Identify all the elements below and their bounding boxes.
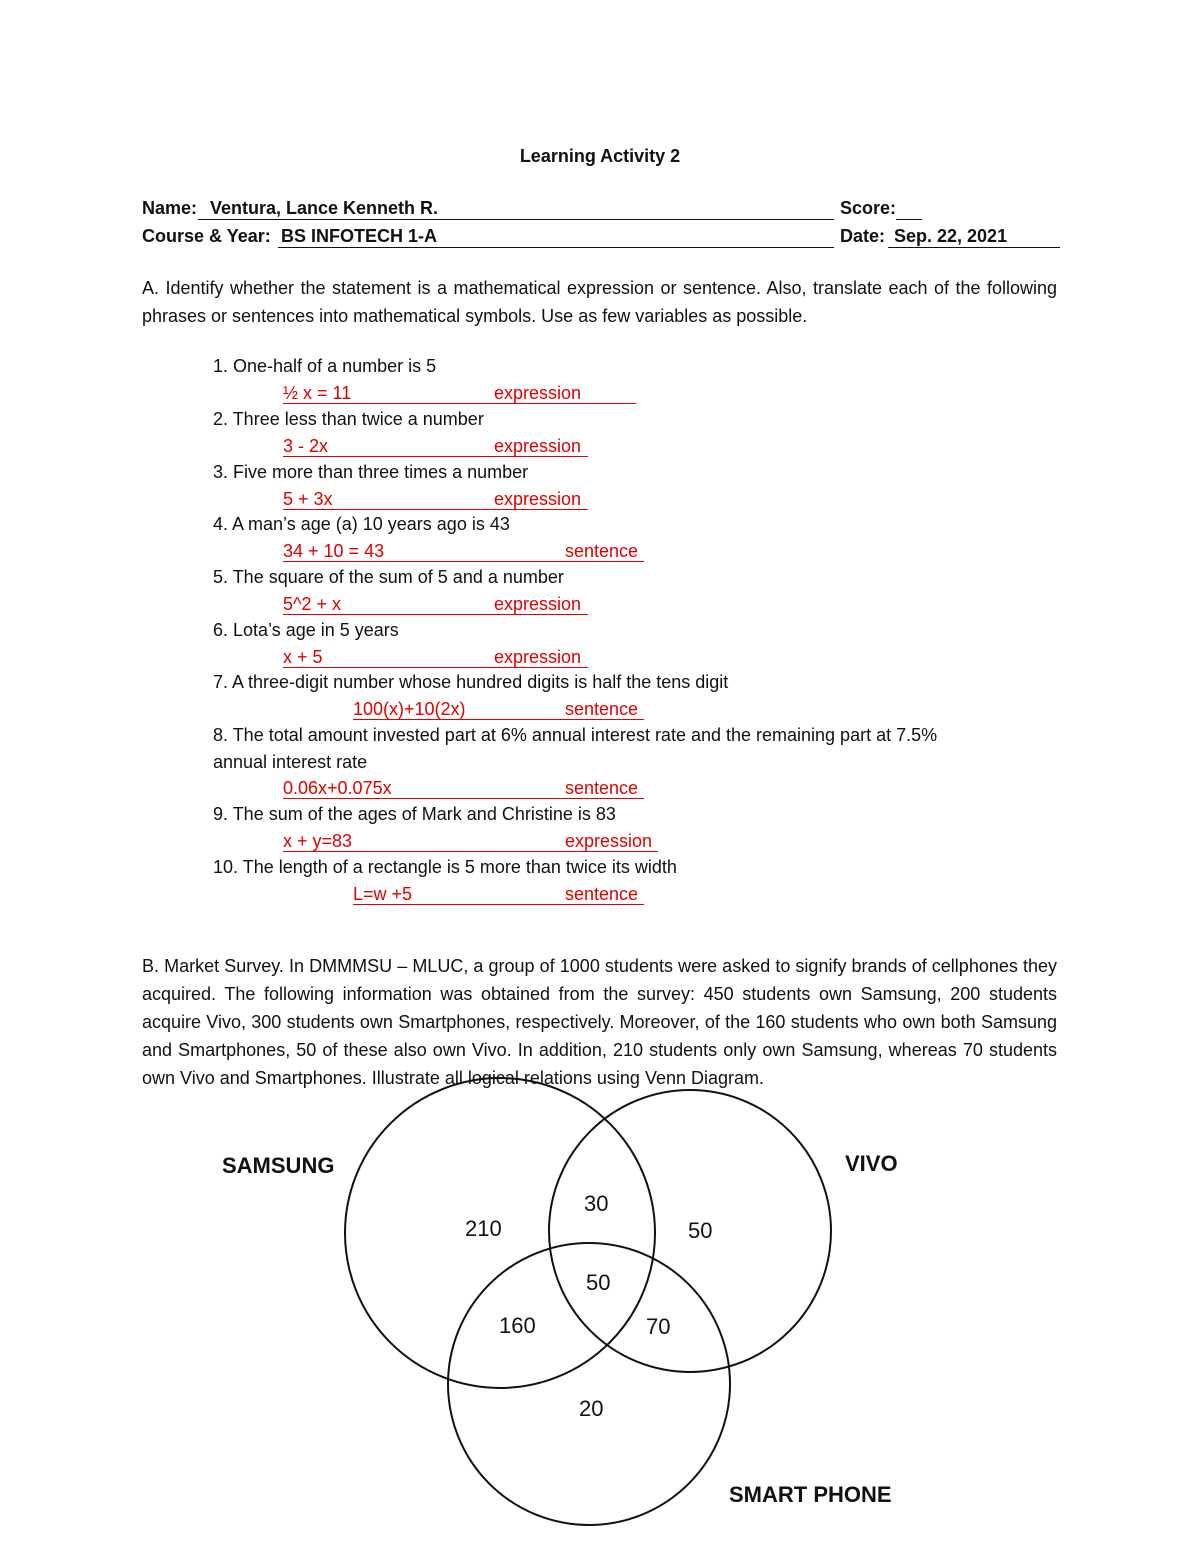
answer-9-symbols: x + y=83 xyxy=(283,831,353,851)
question-8-continued: annual interest rate xyxy=(213,752,368,772)
question-1: 1. One-half of a number is 5 xyxy=(213,356,437,376)
question-10: 10. The length of a rectangle is 5 more than twice its width xyxy=(213,857,677,877)
course-label: Course & Year: xyxy=(142,226,271,246)
question-4: 4. A man’s age (a) 10 years ago is 43 xyxy=(213,514,510,534)
answer-8-type: sentence xyxy=(565,778,639,798)
question-6: 6. Lota’s age in 5 years xyxy=(213,620,399,640)
region-all-three: 50 xyxy=(586,1270,611,1295)
name-value: Ventura, Lance Kenneth R. xyxy=(210,198,439,218)
answer-6-type: expression xyxy=(494,647,582,667)
answer-2-type: expression xyxy=(494,436,582,456)
answer-10-type: sentence xyxy=(565,884,639,904)
region-vivo-only: 50 xyxy=(688,1218,713,1243)
answer-2-symbols: 3 - 2x xyxy=(283,436,329,456)
vivo-label: VIVO xyxy=(845,1151,898,1176)
answer-8-symbols: 0.06x+0.075x xyxy=(283,778,392,798)
question-5: 5. The square of the sum of 5 and a number xyxy=(213,567,564,587)
region-samsung-only: 210 xyxy=(465,1216,502,1241)
answer-5-type: expression xyxy=(494,594,582,614)
answer-4-type: sentence xyxy=(565,541,639,561)
answer-6-symbols: x + 5 xyxy=(283,647,323,667)
samsung-label: SAMSUNG xyxy=(222,1153,335,1178)
score-label: Score: xyxy=(840,198,897,218)
answer-9-type: expression xyxy=(565,831,653,851)
part-a-instructions: A. Identify whether the statement is a mathematical expression or sentence. Also, translate each of the following phrases or sentences into mathematical symbols. Use as few variables as possible. xyxy=(142,278,1057,326)
question-3: 3. Five more than three times a number xyxy=(213,462,529,482)
date-label: Date: xyxy=(840,226,886,246)
answer-10-symbols: L=w +5 xyxy=(353,884,413,904)
answer-7-type: sentence xyxy=(565,699,639,719)
answer-1-type: expression xyxy=(494,383,582,403)
answer-7-symbols: 100(x)+10(2x) xyxy=(353,699,466,719)
region-vivo-smartphone: 70 xyxy=(646,1314,671,1339)
date-value: Sep. 22, 2021 xyxy=(894,226,1008,246)
answer-3-symbols: 5 + 3x xyxy=(283,489,333,509)
region-smartphone-only: 20 xyxy=(579,1396,604,1421)
part-b-instructions: B. Market Survey. In DMMMSU – MLUC, a group of 1000 students were asked to signify brands of cellphones they acquired. The following information was obtained from the survey: 450 students own Samsung, 200 students acquire Vivo, 300 students own Smartphones, respectively. Moreover, of the 160 students who own both Samsung and Smartphones, 50 of these also own Vivo. In addition, 210 students only own Samsung, whereas 70 students own Vivo and Smartphones. Illustrate all logical relations using Venn Diagram. xyxy=(142,956,1057,1088)
answer-1-symbols: ½ x = 11 xyxy=(283,383,352,403)
region-samsung-smartphone: 160 xyxy=(499,1313,536,1338)
smartphone-label: SMART PHONE xyxy=(729,1482,892,1507)
region-samsung-vivo: 30 xyxy=(584,1191,609,1216)
answer-5-symbols: 5^2 + x xyxy=(283,594,341,614)
answer-4-symbols: 34 + 10 = 43 xyxy=(283,541,385,561)
answer-3-type: expression xyxy=(494,489,582,509)
page-title: Learning Activity 2 xyxy=(519,146,681,166)
question-2: 2. Three less than twice a number xyxy=(213,409,484,429)
question-9: 9. The sum of the ages of Mark and Christine is 83 xyxy=(213,804,616,824)
question-8: 8. The total amount invested part at 6% annual interest rate and the remaining part at 7.5% xyxy=(213,725,938,745)
course-value: BS INFOTECH 1-A xyxy=(281,226,438,246)
question-7: 7. A three-digit number whose hundred digits is half the tens digit xyxy=(213,672,729,692)
name-label: Name: xyxy=(142,198,198,218)
